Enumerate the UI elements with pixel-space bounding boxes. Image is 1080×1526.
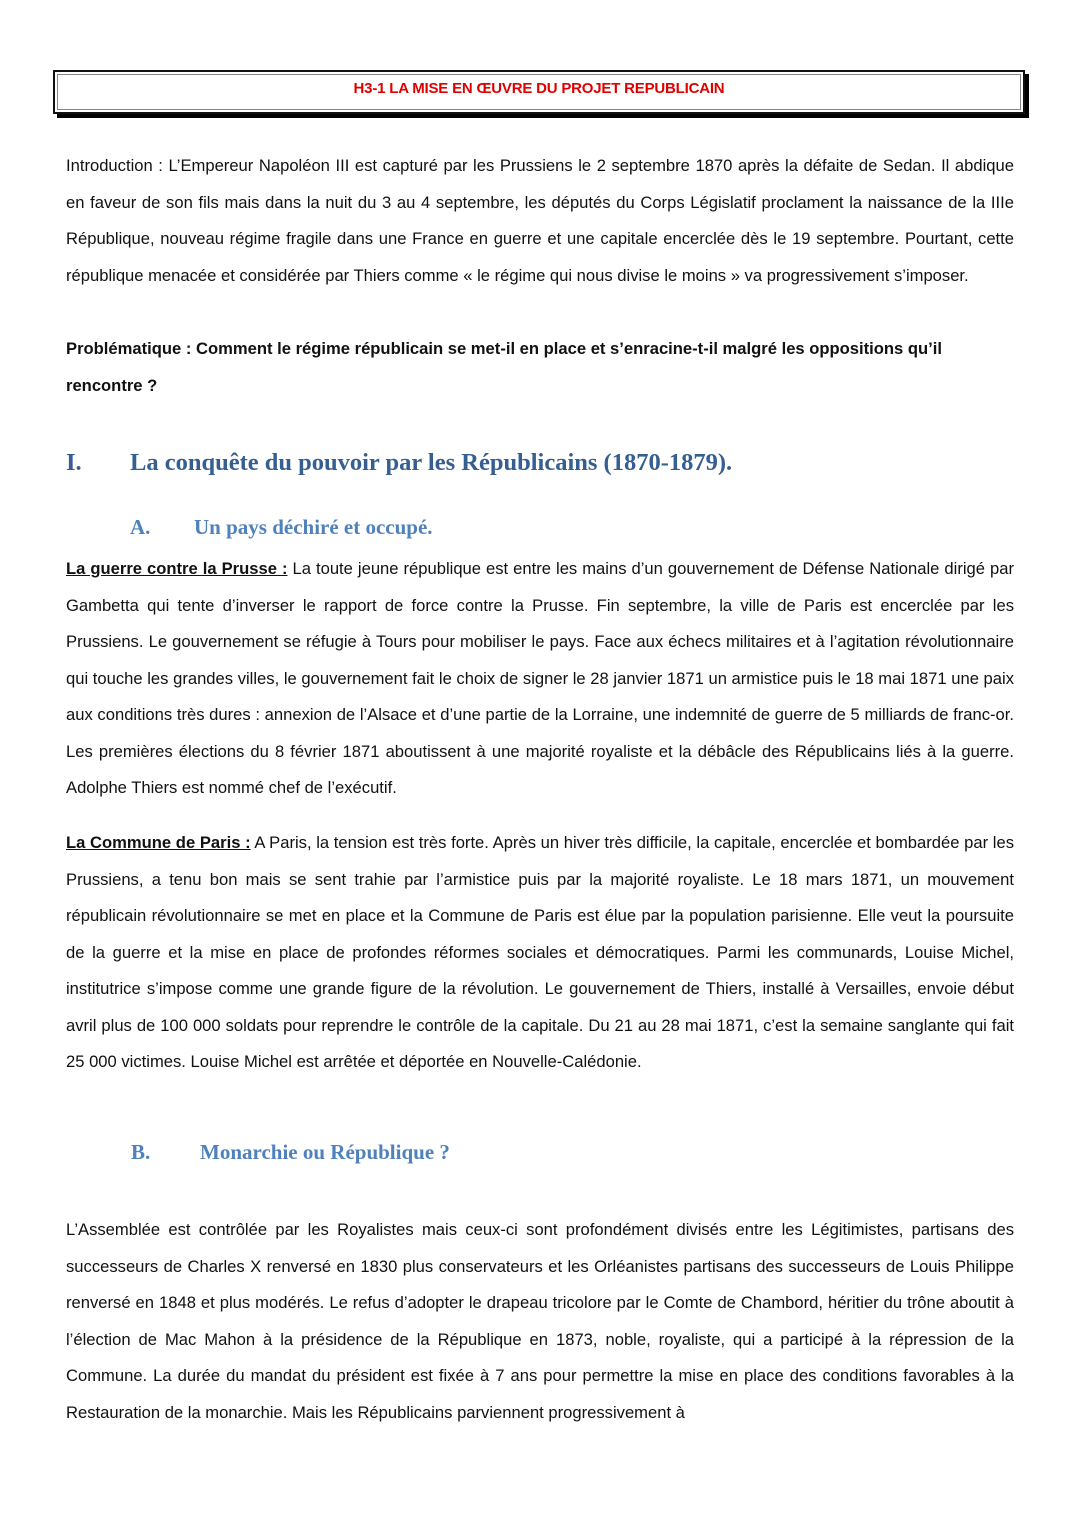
section-1a-number: A. [130,515,151,539]
section-1a-title: Un pays déchiré et occupé. [194,515,433,539]
section-1b-number: B. [131,1140,151,1164]
section-1b-heading [131,1140,450,1165]
section-1-title: La conquête du pouvoir par les Républicains (1870-1879). [130,449,733,476]
section-1a-heading [130,515,433,540]
document-title: H3-1 LA MISE EN ŒUVRE DU PROJET REPUBLICAIN [353,80,725,97]
document-title-box [53,70,1025,114]
section-1b-title: Monarchie ou République ? [200,1140,450,1164]
commune-paris-lead: La Commune de Paris : [66,833,251,852]
guerre-prusse-text: La toute jeune république est entre les mains d’un gouvernement de Défense Nationale dirigé par Gambetta qui tente d’inverser le rapport de force contre la Prusse. Fin septembre, la ville de Paris est encerclée par les Prussiens. Le gouvernement se réfugie à Tours pour mobiliser le pays. Face aux échecs militaires et à l’agitation révolutionnaire qui touche les grandes villes, le gouvernement fait le choix de signer le 28 janvier 1871 un armistice puis le 18 mai 1871 une paix aux conditions très dures : annexion de l’Alsace et d’une partie de la Lorraine, une indemnité de guerre de 5 milliards de franc-or. Les premières élections du 8 février 1871 aboutissent à une majorité royaliste et la débâcle des Républicains liés à la guerre. Adolphe Thiers est nommé chef de l’exécutif. [66,559,1014,797]
introduction-paragraph: Introduction : L’Empereur Napoléon III est capturé par les Prussiens le 2 septembre 1870 après la défaite de Sedan. Il abdique en faveur de son fils mais dans la nuit du 3 au 4 septembre, les députés du Corps Législatif proclament la naissance de la IIIe République, nouveau régime fragile dans une France en guerre et une capitale encerclée dès le 19 septembre. Pourtant, cette république menacée et considérée par Thiers comme « le régime qui nous divise le moins » va progressivement s’imposer. [66,156,1014,285]
monarchie-republique-paragraph: L’Assemblée est contrôlée par les Royalistes mais ceux-ci sont profondément divisés entre les Légitimistes, partisans des successeurs de Charles X renversé en 1830 plus conservateurs et les Orléanistes partisans des successeurs de Louis Philippe renversé en 1848 et plus modérés. Le refus d’adopter le drapeau tricolore par le Comte de Chambord, héritier du trône aboutit à l’élection de Mac Mahon à la présidence de la République en 1873, noble, royaliste, qui a participé à la répression de la Commune. La durée du mandat du président est fixée à 7 ans pour permettre la mise en place des conditions favorables à la Restauration de la monarchie. Mais les Républicains parviennent progressivement à [66,1220,1014,1422]
problematique-paragraph: Problématique : Comment le régime républicain se met-il en place et s’enracine-t-il malgré les oppositions qu’il rencontre ? [66,339,942,395]
commune-paris-text: A Paris, la tension est très forte. Après un hiver très difficile, la capitale, encerclée et bombardée par les Prussiens, a tenu bon mais se sent trahie par l’armistice puis par la majorité royaliste. Le 18 mars 1871, un mouvement républicain révolutionnaire se met en place et la Commune de Paris est élue par la population parisienne. Elle veut la poursuite de la guerre et la mise en place de profondes réformes sociales et démocratiques. Parmi les communards, Louise Michel, institutrice s’impose comme une grande figure de la révolution. Le gouvernement de Thiers, installé à Versailles, envoie début avril plus de 100 000 soldats pour reprendre le contrôle de la capitale. Du 21 au 28 mai 1871, c’est la semaine sanglante qui fait 25 000 victimes. Louise Michel est arrêtée et déportée en Nouvelle-Calédonie. [66,833,1014,1071]
commune-paris-paragraph [66,825,1014,1081]
section-1-heading [66,449,732,477]
section-1-number: I. [66,449,82,476]
guerre-prusse-lead: La guerre contre la Prusse : [66,559,288,578]
guerre-prusse-paragraph [66,551,1014,807]
